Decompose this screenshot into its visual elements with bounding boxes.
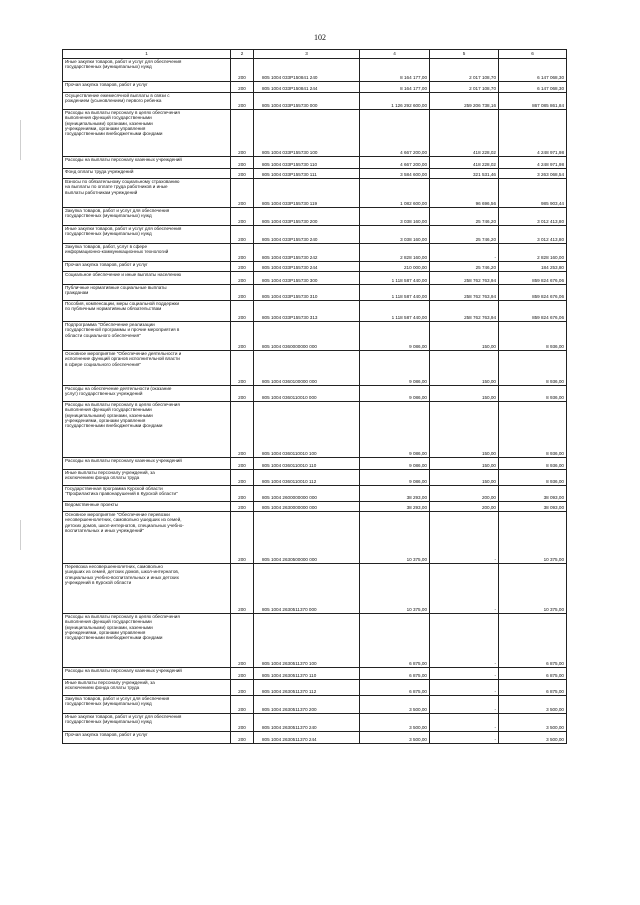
- executed-amount-cell: 200,00: [430, 486, 499, 502]
- table-row: [63, 226, 567, 244]
- executed-amount-cell: -: [430, 564, 499, 614]
- executed-amount-cell: -: [430, 614, 499, 668]
- grbs-code-cell: 200: [231, 614, 254, 668]
- table-row: [63, 732, 567, 744]
- executed-amount-cell: 25 746,20: [430, 208, 499, 226]
- executed-amount-cell: 150,00: [430, 386, 499, 402]
- table-row: [63, 179, 567, 208]
- unexecuted-amount-cell: 4 248 971,98: [499, 110, 567, 157]
- unexecuted-amount-cell: 6 875,00: [499, 680, 567, 696]
- executed-amount-cell: 321 531,46: [430, 169, 499, 179]
- approved-amount-cell: 210 000,00: [360, 262, 430, 272]
- item-name-cell: Подпрограмма "Обеспечение реализации государственной программы и прочие мероприятия в области социального обеспечения": [63, 322, 231, 351]
- table-row: [63, 668, 567, 680]
- item-name-cell: Расходы на выплаты персоналу в целях обеспечения выполнения функций государственными (муниципальными) органами, казенными учреждениями, органами управления государственными внебюджетными фондами: [63, 110, 231, 157]
- item-name-cell: Закупка товаров, работ и услуг для обеспечения государственных (муниципальных) нужд: [63, 696, 231, 714]
- table-row: [63, 714, 567, 732]
- executed-amount-cell: 150,00: [430, 322, 499, 351]
- classification-code-cell: 805 1004 2630511370 112: [254, 680, 360, 696]
- classification-code-cell: 805 1004 2630511370 110: [254, 668, 360, 680]
- table-header-row: [63, 50, 567, 59]
- approved-amount-cell: 9 086,00: [360, 386, 430, 402]
- executed-amount-cell: -: [430, 696, 499, 714]
- approved-amount-cell: 3 500,00: [360, 696, 430, 714]
- grbs-code-cell: 200: [231, 244, 254, 262]
- approved-amount-cell: 6 875,00: [360, 668, 430, 680]
- unexecuted-amount-cell: 3 500,00: [499, 732, 567, 744]
- approved-amount-cell: 1 118 587 440,00: [360, 301, 430, 322]
- item-name-cell: Расходы на выплаты персоналу казенных учреждений: [63, 668, 231, 680]
- classification-code-cell: 805 1004 0360110010 100: [254, 402, 360, 458]
- item-name-cell: Расходы на выплаты персоналу в целях обеспечения выполнения функций государственными (муниципальными) органами, казенными учреждениями, органами управления государственными внебюджетными фондами: [63, 402, 231, 458]
- executed-amount-cell: 25 746,20: [430, 262, 499, 272]
- unexecuted-amount-cell: 2 828 160,00: [499, 244, 567, 262]
- unexecuted-amount-cell: 3 263 068,54: [499, 169, 567, 179]
- grbs-code-cell: 200: [231, 502, 254, 512]
- grbs-code-cell: 200: [231, 272, 254, 285]
- expenditure-table: [62, 49, 567, 744]
- item-name-cell: Иные закупки товаров, работ и услуг для обеспечения государственных (муниципальных) нужд: [63, 226, 231, 244]
- executed-amount-cell: -: [430, 244, 499, 262]
- item-name-cell: Прочая закупка товаров, работ и услуг: [63, 262, 231, 272]
- table-row: [63, 458, 567, 470]
- item-name-cell: Перевозка несовершеннолетних, самовольно ушедших из семей, детских домов, школ-интернатов, специальных учебно-воспитательных и иных детских учреждений в Курской области: [63, 564, 231, 614]
- grbs-code-cell: 200: [231, 668, 254, 680]
- table-row: [63, 470, 567, 486]
- unexecuted-amount-cell: 8 936,00: [499, 322, 567, 351]
- item-name-cell: Расходы на выплаты персоналу казенных учреждений: [63, 458, 231, 470]
- item-name-cell: Взносы по обязательному социальному страхованию на выплаты по оплате труда работников и иные выплаты работникам учреждений: [63, 179, 231, 208]
- classification-code-cell: 805 1004 033P155730 119: [254, 179, 360, 208]
- grbs-code-cell: 200: [231, 301, 254, 322]
- approved-amount-cell: 6 875,00: [360, 614, 430, 668]
- executed-amount-cell: -: [430, 714, 499, 732]
- grbs-code-cell: 200: [231, 285, 254, 301]
- executed-amount-cell: -: [430, 512, 499, 564]
- approved-amount-cell: 1 118 587 440,00: [360, 272, 430, 285]
- unexecuted-amount-cell: 3 500,00: [499, 714, 567, 732]
- table-row: [63, 351, 567, 386]
- table-row: [63, 208, 567, 226]
- header-cell: 3: [254, 50, 360, 59]
- approved-amount-cell: 1 118 587 440,00: [360, 285, 430, 301]
- approved-amount-cell: 10 375,00: [360, 512, 430, 564]
- classification-code-cell: 805 1004 2600000000 000: [254, 486, 360, 502]
- table-row: [63, 512, 567, 564]
- grbs-code-cell: 200: [231, 402, 254, 458]
- approved-amount-cell: 9 086,00: [360, 351, 430, 386]
- classification-code-cell: 805 1004 033P155730 200: [254, 208, 360, 226]
- header-cell: 6: [499, 50, 567, 59]
- classification-code-cell: 805 1004 0360000000 000: [254, 322, 360, 351]
- table-row: [63, 169, 567, 179]
- grbs-code-cell: 200: [231, 262, 254, 272]
- table-row: [63, 386, 567, 402]
- table-row: [63, 322, 567, 351]
- approved-amount-cell: 8 164 177,00: [360, 82, 430, 93]
- item-name-cell: Ведомственные проекты: [63, 502, 231, 512]
- classification-code-cell: 805 1004 033P155730 242: [254, 244, 360, 262]
- page-number: 102: [314, 33, 326, 42]
- header-cell: 1: [63, 50, 231, 59]
- item-name-cell: Иные выплаты персоналу учреждений, за исключением фонда оплаты труда: [63, 680, 231, 696]
- grbs-code-cell: 200: [231, 226, 254, 244]
- executed-amount-cell: 418 228,02: [430, 110, 499, 157]
- item-name-cell: Прочая закупка товаров, работ и услуг: [63, 82, 231, 93]
- approved-amount-cell: 6 875,00: [360, 680, 430, 696]
- unexecuted-amount-cell: 10 375,00: [499, 512, 567, 564]
- grbs-code-cell: 200: [231, 179, 254, 208]
- classification-code-cell: 805 1004 033P150841 240: [254, 59, 360, 82]
- table-row: [63, 486, 567, 502]
- unexecuted-amount-cell: 8 936,00: [499, 402, 567, 458]
- table-row: [63, 93, 567, 110]
- unexecuted-amount-cell: 8 936,00: [499, 351, 567, 386]
- item-name-cell: Социальное обеспечение и иные выплаты населению: [63, 272, 231, 285]
- unexecuted-amount-cell: 3 500,00: [499, 696, 567, 714]
- unexecuted-amount-cell: 859 824 676,06: [499, 272, 567, 285]
- item-name-cell: Закупка товаров, работ, услуг в сфере информационно-коммуникационных технологий: [63, 244, 231, 262]
- executed-amount-cell: 200,00: [430, 502, 499, 512]
- executed-amount-cell: -: [430, 680, 499, 696]
- unexecuted-amount-cell: 184 253,80: [499, 262, 567, 272]
- unexecuted-amount-cell: 6 147 068,30: [499, 82, 567, 93]
- scan-edge-line: [20, 520, 21, 550]
- classification-code-cell: 805 1004 033P155730 300: [254, 272, 360, 285]
- approved-amount-cell: 1 082 600,00: [360, 179, 430, 208]
- grbs-code-cell: 200: [231, 564, 254, 614]
- grbs-code-cell: 200: [231, 93, 254, 110]
- table-row: [63, 402, 567, 458]
- classification-code-cell: 805 1004 2630000000 000: [254, 502, 360, 512]
- approved-amount-cell: 3 584 600,00: [360, 169, 430, 179]
- classification-code-cell: 805 1004 033P155730 111: [254, 169, 360, 179]
- executed-amount-cell: 258 762 763,94: [430, 272, 499, 285]
- classification-code-cell: 805 1004 2630511370 200: [254, 696, 360, 714]
- classification-code-cell: 805 1004 033P155730 310: [254, 285, 360, 301]
- executed-amount-cell: 258 762 763,94: [430, 285, 499, 301]
- table-row: [63, 157, 567, 169]
- executed-amount-cell: 258 762 763,94: [430, 301, 499, 322]
- item-name-cell: Основное мероприятие "Обеспечение деятельности и исполнение функций органов исполнительной власти в сфере социального обеспечения": [63, 351, 231, 386]
- item-name-cell: Государственная программа Курской области "Профилактика правонарушений в Курской области": [63, 486, 231, 502]
- table-body: [63, 50, 567, 744]
- item-name-cell: Закупка товаров, работ и услуг для обеспечения государственных (муниципальных) нужд: [63, 208, 231, 226]
- unexecuted-amount-cell: 859 824 676,06: [499, 301, 567, 322]
- header-cell: 4: [360, 50, 430, 59]
- table-row: [63, 285, 567, 301]
- approved-amount-cell: 3 500,00: [360, 732, 430, 744]
- approved-amount-cell: 1 126 292 600,00: [360, 93, 430, 110]
- unexecuted-amount-cell: 867 085 861,84: [499, 93, 567, 110]
- unexecuted-amount-cell: 8 936,00: [499, 458, 567, 470]
- unexecuted-amount-cell: 8 936,00: [499, 470, 567, 486]
- grbs-code-cell: 200: [231, 732, 254, 744]
- item-name-cell: Иные закупки товаров, работ и услуг для обеспечения государственных (муниципальных) нужд: [63, 59, 231, 82]
- table-row: [63, 680, 567, 696]
- grbs-code-cell: 200: [231, 351, 254, 386]
- item-name-cell: Расходы на обеспечение деятельности (оказание услуг) государственных учреждений: [63, 386, 231, 402]
- table-row: [63, 696, 567, 714]
- unexecuted-amount-cell: 6 147 068,30: [499, 59, 567, 82]
- unexecuted-amount-cell: 985 903,44: [499, 179, 567, 208]
- grbs-code-cell: 200: [231, 486, 254, 502]
- approved-amount-cell: 3 038 160,00: [360, 226, 430, 244]
- unexecuted-amount-cell: 8 936,00: [499, 386, 567, 402]
- classification-code-cell: 805 1004 2630511370 000: [254, 564, 360, 614]
- unexecuted-amount-cell: 3 012 413,80: [499, 208, 567, 226]
- item-name-cell: Осуществление ежемесячной выплаты в связи с рождением (усыновлением) первого ребенка: [63, 93, 231, 110]
- table-row: [63, 262, 567, 272]
- approved-amount-cell: 3 038 160,00: [360, 208, 430, 226]
- classification-code-cell: 805 1004 033P150841 244: [254, 82, 360, 93]
- grbs-code-cell: 200: [231, 322, 254, 351]
- scan-edge-line: [20, 120, 21, 160]
- header-cell: 5: [430, 50, 499, 59]
- item-name-cell: Публичные нормативные социальные выплаты гражданам: [63, 285, 231, 301]
- grbs-code-cell: 200: [231, 714, 254, 732]
- classification-code-cell: 805 1004 033P155730 244: [254, 262, 360, 272]
- grbs-code-cell: 200: [231, 169, 254, 179]
- executed-amount-cell: 96 696,56: [430, 179, 499, 208]
- grbs-code-cell: 200: [231, 458, 254, 470]
- table-row: [63, 502, 567, 512]
- item-name-cell: Основное мероприятие "Обеспечение перевозки несовершеннолетних, самовольно ушедших из семей, детских домов, школ-интернатов, специальных учебно- воспитательных и иных учреждений": [63, 512, 231, 564]
- classification-code-cell: 805 1004 2630511370 100: [254, 614, 360, 668]
- item-name-cell: Расходы на выплаты персоналу в целях обеспечения выполнения функций государственными (муниципальными) органами, казенными учреждениями, органами управления государственными внебюджетными фондами: [63, 614, 231, 668]
- classification-code-cell: 805 1004 033P155730 240: [254, 226, 360, 244]
- unexecuted-amount-cell: 4 248 971,98: [499, 157, 567, 169]
- table-row: [63, 82, 567, 93]
- table-row: [63, 244, 567, 262]
- executed-amount-cell: 150,00: [430, 402, 499, 458]
- classification-code-cell: 805 1004 033P155730 000: [254, 93, 360, 110]
- table-row: [63, 614, 567, 668]
- unexecuted-amount-cell: 3 012 413,80: [499, 226, 567, 244]
- classification-code-cell: 805 1004 033P155730 313: [254, 301, 360, 322]
- approved-amount-cell: 2 828 160,00: [360, 244, 430, 262]
- classification-code-cell: 805 1004 2630511370 244: [254, 732, 360, 744]
- unexecuted-amount-cell: 859 824 676,06: [499, 285, 567, 301]
- classification-code-cell: 805 1004 033P155730 110: [254, 157, 360, 169]
- grbs-code-cell: 200: [231, 680, 254, 696]
- grbs-code-cell: 200: [231, 110, 254, 157]
- classification-code-cell: 805 1004 0360100000 000: [254, 351, 360, 386]
- unexecuted-amount-cell: 10 375,00: [499, 564, 567, 614]
- grbs-code-cell: 200: [231, 208, 254, 226]
- item-name-cell: Иные выплаты персоналу учреждений, за исключением фонда оплаты труда: [63, 470, 231, 486]
- executed-amount-cell: 25 746,20: [430, 226, 499, 244]
- executed-amount-cell: 150,00: [430, 470, 499, 486]
- approved-amount-cell: 9 086,00: [360, 470, 430, 486]
- executed-amount-cell: 2 017 108,70: [430, 82, 499, 93]
- grbs-code-cell: 200: [231, 386, 254, 402]
- item-name-cell: Фонд оплаты труда учреждений: [63, 169, 231, 179]
- table-row: [63, 110, 567, 157]
- classification-code-cell: 805 1004 0360110010 112: [254, 470, 360, 486]
- item-name-cell: Расходы на выплаты персоналу казенных учреждений: [63, 157, 231, 169]
- item-name-cell: Пособия, компенсации, меры социальной поддержки по публичным нормативным обязательствам: [63, 301, 231, 322]
- executed-amount-cell: 2 017 108,70: [430, 59, 499, 82]
- approved-amount-cell: 8 164 177,00: [360, 59, 430, 82]
- approved-amount-cell: 9 086,00: [360, 458, 430, 470]
- grbs-code-cell: 200: [231, 59, 254, 82]
- classification-code-cell: 805 1004 0360110010 110: [254, 458, 360, 470]
- classification-code-cell: 805 1004 2630511370 240: [254, 714, 360, 732]
- executed-amount-cell: 150,00: [430, 458, 499, 470]
- executed-amount-cell: -: [430, 732, 499, 744]
- approved-amount-cell: 4 667 200,00: [360, 157, 430, 169]
- item-name-cell: Иные закупки товаров, работ и услуг для обеспечения государственных (муниципальных) нужд: [63, 714, 231, 732]
- grbs-code-cell: 200: [231, 512, 254, 564]
- classification-code-cell: 805 1004 0360110010 000: [254, 386, 360, 402]
- table-row: [63, 59, 567, 82]
- grbs-code-cell: 200: [231, 157, 254, 169]
- classification-code-cell: 805 1004 2630500000 000: [254, 512, 360, 564]
- unexecuted-amount-cell: 6 875,00: [499, 614, 567, 668]
- unexecuted-amount-cell: 6 875,00: [499, 668, 567, 680]
- approved-amount-cell: 38 293,00: [360, 502, 430, 512]
- approved-amount-cell: 9 086,00: [360, 402, 430, 458]
- approved-amount-cell: 3 500,00: [360, 714, 430, 732]
- table-row: [63, 301, 567, 322]
- executed-amount-cell: 150,00: [430, 351, 499, 386]
- executed-amount-cell: -: [430, 668, 499, 680]
- grbs-code-cell: 200: [231, 82, 254, 93]
- approved-amount-cell: 38 293,00: [360, 486, 430, 502]
- approved-amount-cell: 9 086,00: [360, 322, 430, 351]
- approved-amount-cell: 4 667 200,00: [360, 110, 430, 157]
- executed-amount-cell: 259 206 738,16: [430, 93, 499, 110]
- unexecuted-amount-cell: 38 093,00: [499, 502, 567, 512]
- unexecuted-amount-cell: 38 093,00: [499, 486, 567, 502]
- table-row: [63, 564, 567, 614]
- table-row: [63, 272, 567, 285]
- classification-code-cell: 805 1004 033P155730 100: [254, 110, 360, 157]
- approved-amount-cell: 10 375,00: [360, 564, 430, 614]
- executed-amount-cell: 418 228,02: [430, 157, 499, 169]
- item-name-cell: Прочая закупка товаров, работ и услуг: [63, 732, 231, 744]
- grbs-code-cell: 200: [231, 470, 254, 486]
- grbs-code-cell: 200: [231, 696, 254, 714]
- header-cell: 2: [231, 50, 254, 59]
